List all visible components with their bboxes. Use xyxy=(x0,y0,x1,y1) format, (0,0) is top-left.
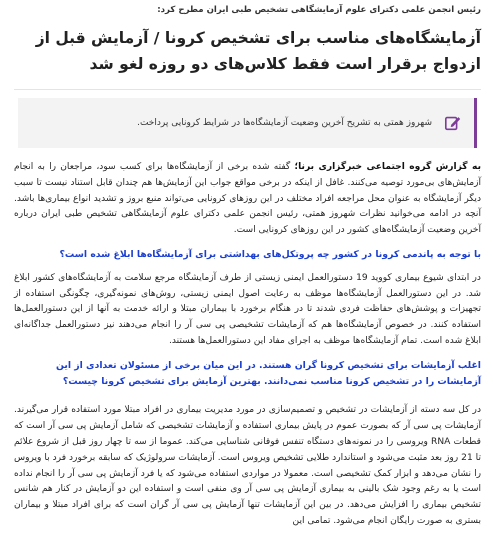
article-paragraph: در کل سه دسته از آزمایشات در تشخیص و تصمیم‌سازی در مورد مدیریت بیماری در افراد مبتلا مورد استفاده قرار می‌گیرند. آزمایشات پی سی آر که بصورت عموم در پایش بیماری استفاده و آزمایشات تشخیصی که شامل آزمایش پی سی آر است که قطعات RNA ویروسی را در نمونه‌های دستگاه تنفس فوقانی شناسایی می‌کند. عموما از سه تا چهار روز قبل از شروع علائم تا 21 روز بعد مثبت می‌شود و استاندارد طلایی تشخیص ویروس است. آزمایشات سرولوژیک که سابقه برخورد فرد با ویروس را نشان می‌دهد و ابزار کمک تشخیصی است. معمولا در مواردی استفاده می‌شود که یا فرد آزمایش پی سی آر را انجام نداده است یا به رغم وجود شک بالینی به بیماری آزمایش پی سی آر وی منفی است و استفاده این دو آزمایش در کنار هم شانس تشخیص بیماری را افزایش می‌دهد. در بین این آزمایشات تنها آزمایش پی سی آر گران است که برای افراد مبتلا و بیماران بستری به صورت رایگان انجام می‌شود. تمامی این xyxy=(14,405,481,526)
article-paragraph xyxy=(14,160,481,239)
article-headline: آزمایشگاه‌های مناسب برای تشخیص کرونا / آزمایش قبل از ازدواج برقرار است فقط کلاس‌های دو روزه لغو شد xyxy=(35,29,481,73)
pen-icon xyxy=(444,114,462,132)
article-lead: رئیس انجمن علمی دکترای علوم آزمایشگاهی تشخیص طبی ایران مطرح کرد: xyxy=(157,5,481,15)
news-agency-byline: به گزارش گروه اجتماعی خبرگزاری برنا؛ xyxy=(294,162,481,172)
article-paragraph: در ابتدای شیوع بیماری کووید 19 دستورالعمل ایمنی زیستی از طرف آزمایشگاه مرجع سلامت به آزمایشگاه‌های کشور ابلاغ شد. در این دستورالعمل آزمایشگاه‌ها موظف به رعایت اصول ایمنی زیستی، روش‌های نمونه‌گیری، چگونگی استفاده از تجهیزات و پوشش‌های حفاظت فردی شدند تا در هنگام برخورد با بیماران مبتلا و ارائه خدمت به آنها از این دستورالعمل‌ها استفاده کنند. در خصوص آزمایشگاه‌ها هم که آزمایشات تشخیصی پی سی آر را انجام می‌دهند نیز دستورالعمل جداگانه‌ای ابلاغ شده است. تمام آزمایشگاه‌ها موظف به اجرای مفاد این دستورالعمل‌ها هستند. xyxy=(14,272,481,346)
article-summary-text: شهروز همتی به تشریح آخرین وضعیت آزمایشگاه‌ها در شرایط کرونایی پرداخت. xyxy=(137,118,432,128)
paragraph-text: گفته شده برخی از آزمایشگاه‌ها برای کسب سود، مراجعان را به انجام آزمایش‌های بی‌مورد توصیه می‌کنند. غافل از اینکه در برخی مواقع جواب این آزمایش‌ها هم چندان قابل استناد نیست تا سبب دیگر آزمایشگاه به عنوان محل مراجعه افراد مختلف در این روزهای کرونایی می‌تواند منبع بروز و تشدید انواع بیماری‌ها باشد. آنچه در ادامه می‌خوانید نظرات شهروز همتی، رئیس انجمن علمی دکترای علوم آزمایشگاهی تشخیص طبی ایران درباره آخرین وضعیت آزمایشگاه‌های کشور در این روزهای کرونایی است. xyxy=(14,162,481,236)
article-summary-box xyxy=(18,98,477,148)
divider xyxy=(14,89,481,90)
interview-question: اغلب آزمایشات برای تشخیص کرونا گران هستند. در این میان برخی از مسئولان تعدادی از این آزمایشات را در تشخیص کرونا مناسب نمی‌دانند. بهترین آزمایش برای تشخیص کرونا چیست؟ xyxy=(56,359,481,387)
interview-question: با توجه به پاندمی کرونا در کشور چه پروتکل‌های بهداشتی برای آزمایشگاه‌ها ابلاغ شده است؟ xyxy=(59,248,481,260)
